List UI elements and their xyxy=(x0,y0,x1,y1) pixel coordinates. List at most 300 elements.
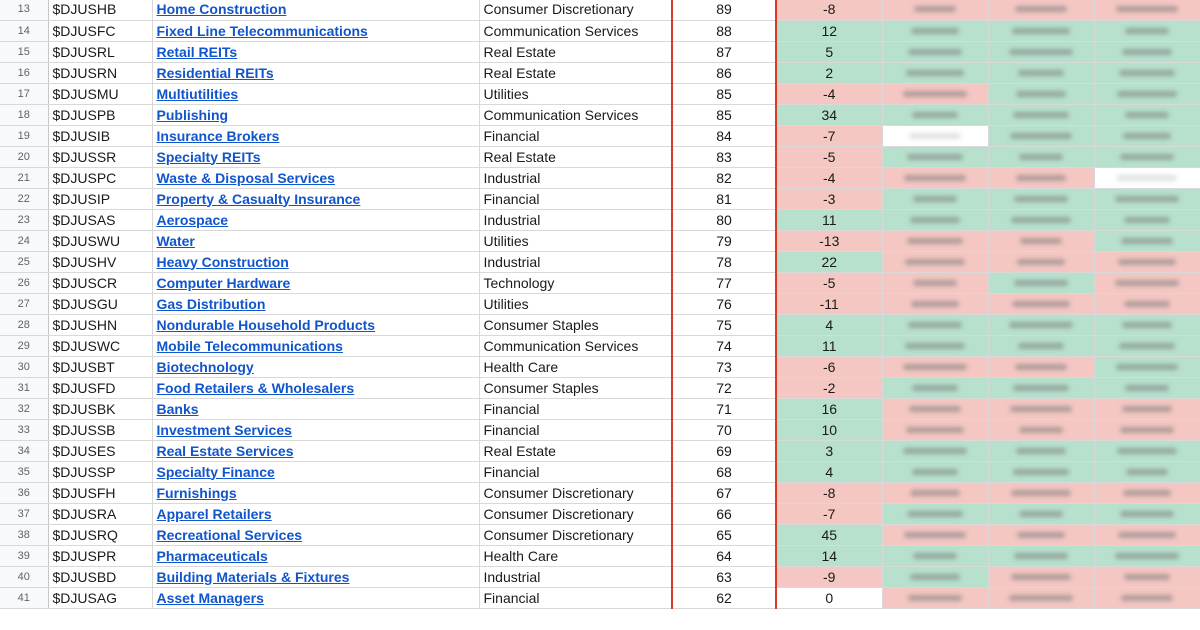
rank-cell[interactable]: 70 xyxy=(672,419,776,440)
sector-cell[interactable]: Utilities xyxy=(479,83,672,104)
sector-cell[interactable]: Industrial xyxy=(479,209,672,230)
industry-link[interactable]: Recreational Services xyxy=(156,526,303,543)
table-row[interactable] xyxy=(0,272,1200,293)
redacted-cell[interactable] xyxy=(988,41,1094,62)
redacted-cell[interactable] xyxy=(1094,335,1200,356)
ticker-cell[interactable]: $DJUSIP xyxy=(48,188,152,209)
sector-cell[interactable]: Real Estate xyxy=(479,146,672,167)
change-cell[interactable]: 16 xyxy=(776,398,882,419)
table-row[interactable] xyxy=(0,83,1200,104)
ticker-cell[interactable]: $DJUSBT xyxy=(48,356,152,377)
row-number[interactable]: 21 xyxy=(0,167,48,188)
redacted-cell[interactable] xyxy=(988,545,1094,566)
table-row[interactable] xyxy=(0,230,1200,251)
rank-cell[interactable]: 69 xyxy=(672,440,776,461)
redacted-cell[interactable] xyxy=(1094,209,1200,230)
redacted-cell[interactable] xyxy=(1094,230,1200,251)
table-row[interactable] xyxy=(0,398,1200,419)
rank-cell[interactable]: 65 xyxy=(672,524,776,545)
redacted-cell[interactable] xyxy=(1094,440,1200,461)
ticker-cell[interactable]: $DJUSGU xyxy=(48,293,152,314)
table-row[interactable] xyxy=(0,0,1200,20)
row-number[interactable]: 22 xyxy=(0,188,48,209)
industry-link[interactable]: Biotechnology xyxy=(156,358,254,375)
redacted-cell[interactable] xyxy=(882,335,988,356)
ticker-cell[interactable]: $DJUSPB xyxy=(48,104,152,125)
redacted-cell[interactable] xyxy=(988,524,1094,545)
redacted-cell[interactable] xyxy=(988,0,1094,20)
rank-cell[interactable]: 78 xyxy=(672,251,776,272)
ticker-cell[interactable]: $DJUSFH xyxy=(48,482,152,503)
rank-cell[interactable]: 85 xyxy=(672,104,776,125)
redacted-cell[interactable] xyxy=(1094,272,1200,293)
ticker-cell[interactable]: $DJUSAG xyxy=(48,587,152,608)
ticker-cell[interactable]: $DJUSIB xyxy=(48,125,152,146)
table-row[interactable] xyxy=(0,41,1200,62)
redacted-cell[interactable] xyxy=(988,188,1094,209)
table-row[interactable] xyxy=(0,566,1200,587)
ticker-cell[interactable]: $DJUSHB xyxy=(48,0,152,20)
redacted-cell[interactable] xyxy=(882,251,988,272)
change-cell[interactable]: 14 xyxy=(776,545,882,566)
rank-cell[interactable]: 67 xyxy=(672,482,776,503)
redacted-cell[interactable] xyxy=(882,167,988,188)
rank-cell[interactable]: 68 xyxy=(672,461,776,482)
row-number[interactable]: 27 xyxy=(0,293,48,314)
industry-link[interactable]: Computer Hardware xyxy=(156,274,291,291)
sector-cell[interactable]: Real Estate xyxy=(479,41,672,62)
change-cell[interactable]: -3 xyxy=(776,188,882,209)
ticker-cell[interactable]: $DJUSCR xyxy=(48,272,152,293)
redacted-cell[interactable] xyxy=(882,503,988,524)
row-number[interactable]: 37 xyxy=(0,503,48,524)
row-number[interactable]: 36 xyxy=(0,482,48,503)
sector-cell[interactable]: Consumer Staples xyxy=(479,314,672,335)
industry-link[interactable]: Insurance Brokers xyxy=(156,127,280,144)
industry-name-cell[interactable] xyxy=(152,272,479,293)
row-number[interactable]: 29 xyxy=(0,335,48,356)
redacted-cell[interactable] xyxy=(882,482,988,503)
redacted-cell[interactable] xyxy=(882,293,988,314)
row-number[interactable]: 24 xyxy=(0,230,48,251)
ticker-cell[interactable]: $DJUSFC xyxy=(48,20,152,41)
row-number[interactable]: 40 xyxy=(0,566,48,587)
industry-name-cell[interactable] xyxy=(152,230,479,251)
rank-cell[interactable]: 74 xyxy=(672,335,776,356)
redacted-cell[interactable] xyxy=(882,146,988,167)
row-number[interactable]: 15 xyxy=(0,41,48,62)
change-cell[interactable]: 4 xyxy=(776,461,882,482)
redacted-cell[interactable] xyxy=(988,209,1094,230)
redacted-cell[interactable] xyxy=(988,167,1094,188)
industry-link[interactable]: Furnishings xyxy=(156,484,237,501)
rank-cell[interactable]: 83 xyxy=(672,146,776,167)
industry-name-cell[interactable] xyxy=(152,314,479,335)
industry-link[interactable]: Water xyxy=(156,232,195,249)
industry-link[interactable]: Retail REITs xyxy=(156,43,238,60)
row-number[interactable]: 25 xyxy=(0,251,48,272)
change-cell[interactable]: -7 xyxy=(776,503,882,524)
redacted-cell[interactable] xyxy=(988,461,1094,482)
industry-name-cell[interactable] xyxy=(152,440,479,461)
rank-cell[interactable]: 81 xyxy=(672,188,776,209)
ticker-cell[interactable]: $DJUSSB xyxy=(48,419,152,440)
sector-cell[interactable]: Financial xyxy=(479,461,672,482)
redacted-cell[interactable] xyxy=(988,146,1094,167)
redacted-cell[interactable] xyxy=(988,293,1094,314)
redacted-cell[interactable] xyxy=(1094,20,1200,41)
industry-name-cell[interactable] xyxy=(152,566,479,587)
row-number[interactable]: 31 xyxy=(0,377,48,398)
industry-link[interactable]: Investment Services xyxy=(156,421,292,438)
redacted-cell[interactable] xyxy=(882,356,988,377)
industry-name-cell[interactable] xyxy=(152,293,479,314)
sector-cell[interactable]: Real Estate xyxy=(479,62,672,83)
rank-cell[interactable]: 62 xyxy=(672,587,776,608)
redacted-cell[interactable] xyxy=(1094,188,1200,209)
redacted-cell[interactable] xyxy=(882,125,988,146)
redacted-cell[interactable] xyxy=(988,272,1094,293)
table-row[interactable] xyxy=(0,167,1200,188)
change-cell[interactable]: 45 xyxy=(776,524,882,545)
industry-name-cell[interactable] xyxy=(152,587,479,608)
sector-cell[interactable]: Financial xyxy=(479,188,672,209)
redacted-cell[interactable] xyxy=(882,587,988,608)
industry-link[interactable]: Aerospace xyxy=(156,211,229,228)
redacted-cell[interactable] xyxy=(1094,524,1200,545)
redacted-cell[interactable] xyxy=(1094,293,1200,314)
industry-name-cell[interactable] xyxy=(152,461,479,482)
sector-cell[interactable]: Health Care xyxy=(479,545,672,566)
sector-cell[interactable]: Financial xyxy=(479,587,672,608)
redacted-cell[interactable] xyxy=(988,125,1094,146)
rank-cell[interactable]: 84 xyxy=(672,125,776,146)
redacted-cell[interactable] xyxy=(882,524,988,545)
row-number[interactable]: 41 xyxy=(0,587,48,608)
redacted-cell[interactable] xyxy=(1094,62,1200,83)
redacted-cell[interactable] xyxy=(1094,587,1200,608)
industry-link[interactable]: Heavy Construction xyxy=(156,253,289,270)
industry-name-cell[interactable] xyxy=(152,335,479,356)
redacted-cell[interactable] xyxy=(882,272,988,293)
ticker-cell[interactable]: $DJUSWU xyxy=(48,230,152,251)
table-row[interactable] xyxy=(0,335,1200,356)
industry-name-cell[interactable] xyxy=(152,524,479,545)
redacted-cell[interactable] xyxy=(882,62,988,83)
change-cell[interactable]: 12 xyxy=(776,20,882,41)
redacted-cell[interactable] xyxy=(1094,461,1200,482)
industry-link[interactable]: Fixed Line Telecommunications xyxy=(156,22,368,39)
industry-name-cell[interactable] xyxy=(152,83,479,104)
change-cell[interactable]: -8 xyxy=(776,482,882,503)
industry-name-cell[interactable] xyxy=(152,20,479,41)
ticker-cell[interactable]: $DJUSHV xyxy=(48,251,152,272)
table-row[interactable] xyxy=(0,503,1200,524)
row-number[interactable]: 14 xyxy=(0,20,48,41)
industry-name-cell[interactable] xyxy=(152,209,479,230)
change-cell[interactable]: -8 xyxy=(776,0,882,20)
row-number[interactable]: 20 xyxy=(0,146,48,167)
sector-cell[interactable]: Consumer Discretionary xyxy=(479,524,672,545)
rank-cell[interactable]: 89 xyxy=(672,0,776,20)
industry-name-cell[interactable] xyxy=(152,377,479,398)
industry-link[interactable]: Publishing xyxy=(156,106,229,123)
row-number[interactable]: 32 xyxy=(0,398,48,419)
change-cell[interactable]: 11 xyxy=(776,335,882,356)
ticker-cell[interactable]: $DJUSAS xyxy=(48,209,152,230)
industry-link[interactable]: Pharmaceuticals xyxy=(156,547,268,564)
change-cell[interactable]: 4 xyxy=(776,314,882,335)
redacted-cell[interactable] xyxy=(882,461,988,482)
row-number[interactable]: 19 xyxy=(0,125,48,146)
industry-name-cell[interactable] xyxy=(152,62,479,83)
sector-cell[interactable]: Industrial xyxy=(479,167,672,188)
redacted-cell[interactable] xyxy=(882,314,988,335)
row-number[interactable]: 28 xyxy=(0,314,48,335)
redacted-cell[interactable] xyxy=(1094,377,1200,398)
row-number[interactable]: 18 xyxy=(0,104,48,125)
sector-cell[interactable]: Utilities xyxy=(479,293,672,314)
redacted-cell[interactable] xyxy=(882,419,988,440)
redacted-cell[interactable] xyxy=(1094,251,1200,272)
row-number[interactable]: 33 xyxy=(0,419,48,440)
redacted-cell[interactable] xyxy=(988,566,1094,587)
redacted-cell[interactable] xyxy=(882,104,988,125)
redacted-cell[interactable] xyxy=(1094,398,1200,419)
table-row[interactable] xyxy=(0,482,1200,503)
industry-name-cell[interactable] xyxy=(152,251,479,272)
rank-cell[interactable]: 86 xyxy=(672,62,776,83)
sector-cell[interactable]: Utilities xyxy=(479,230,672,251)
table-row[interactable] xyxy=(0,62,1200,83)
ticker-cell[interactable]: $DJUSES xyxy=(48,440,152,461)
industry-link[interactable]: Home Construction xyxy=(156,1,287,18)
table-row[interactable] xyxy=(0,146,1200,167)
redacted-cell[interactable] xyxy=(1094,419,1200,440)
sector-cell[interactable]: Industrial xyxy=(479,566,672,587)
redacted-cell[interactable] xyxy=(882,566,988,587)
sector-cell[interactable]: Communication Services xyxy=(479,335,672,356)
redacted-cell[interactable] xyxy=(988,20,1094,41)
industry-name-cell[interactable] xyxy=(152,146,479,167)
rank-cell[interactable]: 80 xyxy=(672,209,776,230)
industry-link[interactable]: Nondurable Household Products xyxy=(156,316,376,333)
sector-cell[interactable]: Technology xyxy=(479,272,672,293)
industry-name-cell[interactable] xyxy=(152,419,479,440)
ticker-cell[interactable]: $DJUSRL xyxy=(48,41,152,62)
table-row[interactable] xyxy=(0,419,1200,440)
redacted-cell[interactable] xyxy=(988,503,1094,524)
table-row[interactable] xyxy=(0,377,1200,398)
industry-link[interactable]: Specialty REITs xyxy=(156,148,261,165)
ticker-cell[interactable]: $DJUSRA xyxy=(48,503,152,524)
redacted-cell[interactable] xyxy=(882,545,988,566)
redacted-cell[interactable] xyxy=(882,188,988,209)
table-row[interactable] xyxy=(0,545,1200,566)
rank-cell[interactable]: 72 xyxy=(672,377,776,398)
redacted-cell[interactable] xyxy=(1094,167,1200,188)
industry-name-cell[interactable] xyxy=(152,41,479,62)
redacted-cell[interactable] xyxy=(1094,482,1200,503)
row-number[interactable]: 23 xyxy=(0,209,48,230)
sector-cell[interactable]: Real Estate xyxy=(479,440,672,461)
industry-link[interactable]: Apparel Retailers xyxy=(156,505,272,522)
industry-link[interactable]: Asset Managers xyxy=(156,589,264,606)
change-cell[interactable]: -13 xyxy=(776,230,882,251)
change-cell[interactable]: 11 xyxy=(776,209,882,230)
change-cell[interactable]: -2 xyxy=(776,377,882,398)
table-row[interactable] xyxy=(0,125,1200,146)
table-row[interactable] xyxy=(0,104,1200,125)
industry-link[interactable]: Food Retailers & Wholesalers xyxy=(156,379,355,396)
rank-cell[interactable]: 71 xyxy=(672,398,776,419)
industry-link[interactable]: Waste & Disposal Services xyxy=(156,169,335,186)
industry-name-cell[interactable] xyxy=(152,356,479,377)
industry-link[interactable]: Gas Distribution xyxy=(156,295,266,312)
sector-cell[interactable]: Financial xyxy=(479,125,672,146)
sector-cell[interactable]: Consumer Staples xyxy=(479,377,672,398)
redacted-cell[interactable] xyxy=(1094,566,1200,587)
change-cell[interactable]: -4 xyxy=(776,167,882,188)
industry-link[interactable]: Residential REITs xyxy=(156,64,274,81)
redacted-cell[interactable] xyxy=(1094,356,1200,377)
sector-cell[interactable]: Consumer Discretionary xyxy=(479,0,672,20)
industry-link[interactable]: Multiutilities xyxy=(156,85,239,102)
redacted-cell[interactable] xyxy=(882,440,988,461)
redacted-cell[interactable] xyxy=(882,377,988,398)
industry-name-cell[interactable] xyxy=(152,104,479,125)
row-number[interactable]: 17 xyxy=(0,83,48,104)
change-cell[interactable]: -5 xyxy=(776,146,882,167)
ticker-cell[interactable]: $DJUSPR xyxy=(48,545,152,566)
change-cell[interactable]: 10 xyxy=(776,419,882,440)
rank-cell[interactable]: 85 xyxy=(672,83,776,104)
redacted-cell[interactable] xyxy=(988,377,1094,398)
redacted-cell[interactable] xyxy=(988,251,1094,272)
change-cell[interactable]: 22 xyxy=(776,251,882,272)
redacted-cell[interactable] xyxy=(1094,545,1200,566)
ticker-cell[interactable]: $DJUSBK xyxy=(48,398,152,419)
row-number[interactable]: 16 xyxy=(0,62,48,83)
industry-name-cell[interactable] xyxy=(152,503,479,524)
change-cell[interactable]: 0 xyxy=(776,587,882,608)
change-cell[interactable]: -6 xyxy=(776,356,882,377)
change-cell[interactable]: -5 xyxy=(776,272,882,293)
sector-cell[interactable]: Communication Services xyxy=(479,104,672,125)
redacted-cell[interactable] xyxy=(1094,125,1200,146)
redacted-cell[interactable] xyxy=(882,20,988,41)
table-row[interactable] xyxy=(0,314,1200,335)
rank-cell[interactable]: 64 xyxy=(672,545,776,566)
redacted-cell[interactable] xyxy=(988,230,1094,251)
redacted-cell[interactable] xyxy=(882,41,988,62)
ticker-cell[interactable]: $DJUSSR xyxy=(48,146,152,167)
row-number[interactable]: 13 xyxy=(0,0,48,20)
redacted-cell[interactable] xyxy=(1094,503,1200,524)
table-row[interactable] xyxy=(0,20,1200,41)
ticker-cell[interactable]: $DJUSSP xyxy=(48,461,152,482)
industry-link[interactable]: Real Estate Services xyxy=(156,442,294,459)
ticker-cell[interactable]: $DJUSPC xyxy=(48,167,152,188)
sector-cell[interactable]: Communication Services xyxy=(479,20,672,41)
table-row[interactable] xyxy=(0,209,1200,230)
change-cell[interactable]: -4 xyxy=(776,83,882,104)
redacted-cell[interactable] xyxy=(1094,104,1200,125)
rank-cell[interactable]: 77 xyxy=(672,272,776,293)
rank-cell[interactable]: 82 xyxy=(672,167,776,188)
industry-name-cell[interactable] xyxy=(152,482,479,503)
change-cell[interactable]: 5 xyxy=(776,41,882,62)
table-row[interactable] xyxy=(0,461,1200,482)
change-cell[interactable]: 34 xyxy=(776,104,882,125)
industry-name-cell[interactable] xyxy=(152,167,479,188)
redacted-cell[interactable] xyxy=(1094,314,1200,335)
industry-link[interactable]: Specialty Finance xyxy=(156,463,275,480)
sector-cell[interactable]: Health Care xyxy=(479,356,672,377)
redacted-cell[interactable] xyxy=(882,83,988,104)
table-row[interactable] xyxy=(0,440,1200,461)
redacted-cell[interactable] xyxy=(882,398,988,419)
sector-cell[interactable]: Financial xyxy=(479,398,672,419)
rank-cell[interactable]: 66 xyxy=(672,503,776,524)
redacted-cell[interactable] xyxy=(988,419,1094,440)
redacted-cell[interactable] xyxy=(988,440,1094,461)
redacted-cell[interactable] xyxy=(988,356,1094,377)
redacted-cell[interactable] xyxy=(882,0,988,20)
change-cell[interactable]: 2 xyxy=(776,62,882,83)
table-row[interactable] xyxy=(0,587,1200,608)
table-row[interactable] xyxy=(0,356,1200,377)
row-number[interactable]: 26 xyxy=(0,272,48,293)
redacted-cell[interactable] xyxy=(882,209,988,230)
industry-link[interactable]: Mobile Telecommunications xyxy=(156,337,343,354)
row-number[interactable]: 38 xyxy=(0,524,48,545)
industry-link[interactable]: Banks xyxy=(156,400,199,417)
industry-link[interactable]: Building Materials & Fixtures xyxy=(156,568,350,585)
table-row[interactable] xyxy=(0,188,1200,209)
change-cell[interactable]: -9 xyxy=(776,566,882,587)
industry-name-cell[interactable] xyxy=(152,398,479,419)
industry-name-cell[interactable] xyxy=(152,0,479,20)
row-number[interactable]: 34 xyxy=(0,440,48,461)
ticker-cell[interactable]: $DJUSFD xyxy=(48,377,152,398)
change-cell[interactable]: 3 xyxy=(776,440,882,461)
industry-name-cell[interactable] xyxy=(152,188,479,209)
rank-cell[interactable]: 63 xyxy=(672,566,776,587)
industry-name-cell[interactable] xyxy=(152,125,479,146)
redacted-cell[interactable] xyxy=(882,230,988,251)
rank-cell[interactable]: 87 xyxy=(672,41,776,62)
sector-cell[interactable]: Consumer Discretionary xyxy=(479,482,672,503)
redacted-cell[interactable] xyxy=(1094,0,1200,20)
change-cell[interactable]: -7 xyxy=(776,125,882,146)
ticker-cell[interactable]: $DJUSRN xyxy=(48,62,152,83)
sector-cell[interactable]: Financial xyxy=(479,419,672,440)
table-row[interactable] xyxy=(0,524,1200,545)
redacted-cell[interactable] xyxy=(988,398,1094,419)
ticker-cell[interactable]: $DJUSHN xyxy=(48,314,152,335)
redacted-cell[interactable] xyxy=(988,62,1094,83)
ticker-cell[interactable]: $DJUSRQ xyxy=(48,524,152,545)
ticker-cell[interactable]: $DJUSMU xyxy=(48,83,152,104)
rank-cell[interactable]: 79 xyxy=(672,230,776,251)
sector-cell[interactable]: Consumer Discretionary xyxy=(479,503,672,524)
rank-cell[interactable]: 73 xyxy=(672,356,776,377)
rank-cell[interactable]: 76 xyxy=(672,293,776,314)
change-cell[interactable]: -11 xyxy=(776,293,882,314)
redacted-cell[interactable] xyxy=(1094,146,1200,167)
row-number[interactable]: 39 xyxy=(0,545,48,566)
